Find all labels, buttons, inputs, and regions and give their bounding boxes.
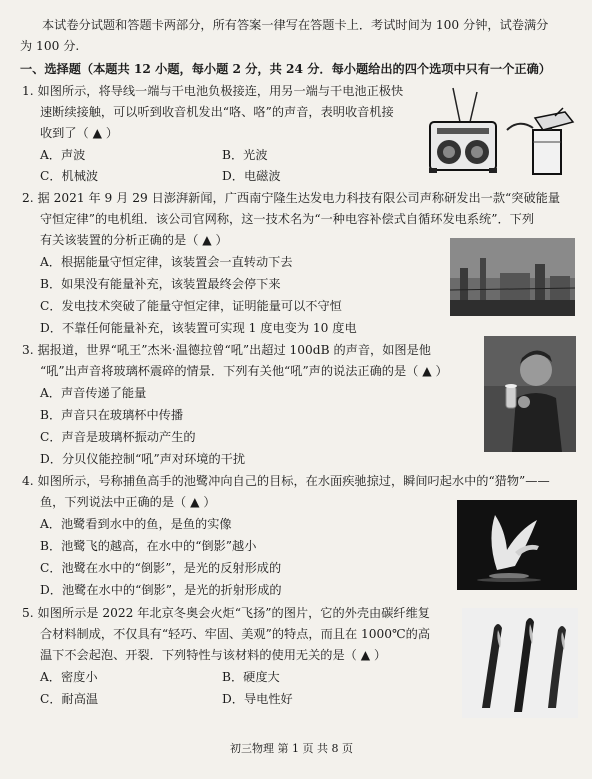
q4-option-c: C．池鹭在水中的“倒影”，是光的反射形成的 xyxy=(40,561,282,575)
q2-option-b: B．如果没有能量补充，该装置最终会停下来 xyxy=(40,277,281,291)
q1-line-1: 1. 如图所示，将导线一端与干电池负极接连，用另一端与干电池正极快 xyxy=(22,84,404,98)
q1-line-2: 速断续接触，可以听到收音机发出“咯、咯”的声音，表明收音机接 xyxy=(40,105,394,119)
q4-line-1: 4. 如图所示，号称捕鱼高手的池鹭冲向自己的目标，在水面疾驰掠过，瞬间叼起水中的“猎物”—— xyxy=(22,474,550,488)
intro-line-2: 为 100 分. xyxy=(20,39,80,53)
q5-line-1: 5. 如图所示是 2022 年北京冬奥会火炬“飞扬”的图片，它的外壳由碳纤维复 xyxy=(22,606,430,620)
q5-line-2: 合材料制成，不仅具有“轻巧、牢固、美观”的特点，而且在 1000℃的高 xyxy=(40,627,431,641)
page-footer: 初三物理 第 1 页 共 8 页 xyxy=(230,742,353,755)
q2-line-2: 守恒定律”的电机组．该公司官网称，这一技术名为“一种电容补偿式自循环发电系统”．下列 xyxy=(40,212,535,226)
q4-option-b: B．池鹭飞的越高，在水中的“倒影”越小 xyxy=(40,539,257,553)
q5-option-b: B．硬度大 xyxy=(222,670,280,684)
intro-line-1: 本试卷分试题和答题卡两部分，所有答案一律写在答题卡上．考试时间为 100 分钟，试卷满分 xyxy=(42,18,549,32)
q2-line-3: 有关该装置的分析正确的是（ ▲ ） xyxy=(40,233,228,247)
q4-option-d: D．池鹭在水中的“倒影”，是光的折射形成的 xyxy=(40,583,282,597)
q4-line-2: 鱼，下列说法中正确的是（ ▲ ） xyxy=(40,495,216,509)
q1-option-d: D．电磁波 xyxy=(222,169,281,183)
heron-catching-fish-photo xyxy=(457,500,577,590)
q1-option-b: B．光波 xyxy=(222,148,268,162)
q2-option-c: C．发电技术突破了能量守恒定律，证明能量可以不守恒 xyxy=(40,299,342,313)
q5-option-a: A．密度小 xyxy=(40,670,98,684)
q5-option-c: C．耐高温 xyxy=(40,692,99,706)
radio-battery-figure xyxy=(425,82,580,190)
q4-option-a: A．池鹭看到水中的鱼，是鱼的实像 xyxy=(40,517,232,531)
q2-line-1: 2. 据 2021 年 9 月 29 日澎湃新闻，广西南宁隆生达发电力科技有限公司声称研发出一款“突破能量 xyxy=(22,191,561,205)
q1-option-c: C．机械波 xyxy=(40,169,99,183)
q2-option-a: A．根据能量守恒定律，该装置会一直转动下去 xyxy=(40,255,293,269)
q3-option-b: B．声音只在玻璃杯中传播 xyxy=(40,408,184,422)
q3-line-2: “吼”出声音将玻璃杯震碎的情景．下列有关他“吼”声的说法正确的是（ ▲ ） xyxy=(40,364,448,378)
section-header: 一、选择题（本题共 12 小题，每小题 2 分，共 24 分．每小题给出的四个选项中只有一个正确） xyxy=(20,62,551,76)
power-plant-photo xyxy=(450,238,575,316)
q3-line-1: 3. 据报道，世界“吼王”杰米·温德拉曾“吼”出超过 100dB 的声音，如图是他 xyxy=(22,343,431,357)
q5-line-3: 温下不会起泡、开裂．下列特性与该材料的使用无关的是（ ▲ ） xyxy=(40,648,387,662)
man-shouting-glass-photo xyxy=(484,336,576,452)
q1-option-a: A．声波 xyxy=(40,148,86,162)
q3-option-c: C．声音是玻璃杯振动产生的 xyxy=(40,430,196,444)
q1-line-3: 收到了（ ▲ ） xyxy=(40,126,119,140)
q5-option-d: D．导电性好 xyxy=(222,692,293,706)
q3-option-a: A．声音传递了能量 xyxy=(40,386,147,400)
q3-option-d: D．分贝仪能控制“吼”声对环境的干扰 xyxy=(40,452,246,466)
olympic-torch-photo xyxy=(462,608,578,718)
q2-option-d: D．不靠任何能量补充，该装置可实现 1 度电变为 10 度电 xyxy=(40,321,357,335)
